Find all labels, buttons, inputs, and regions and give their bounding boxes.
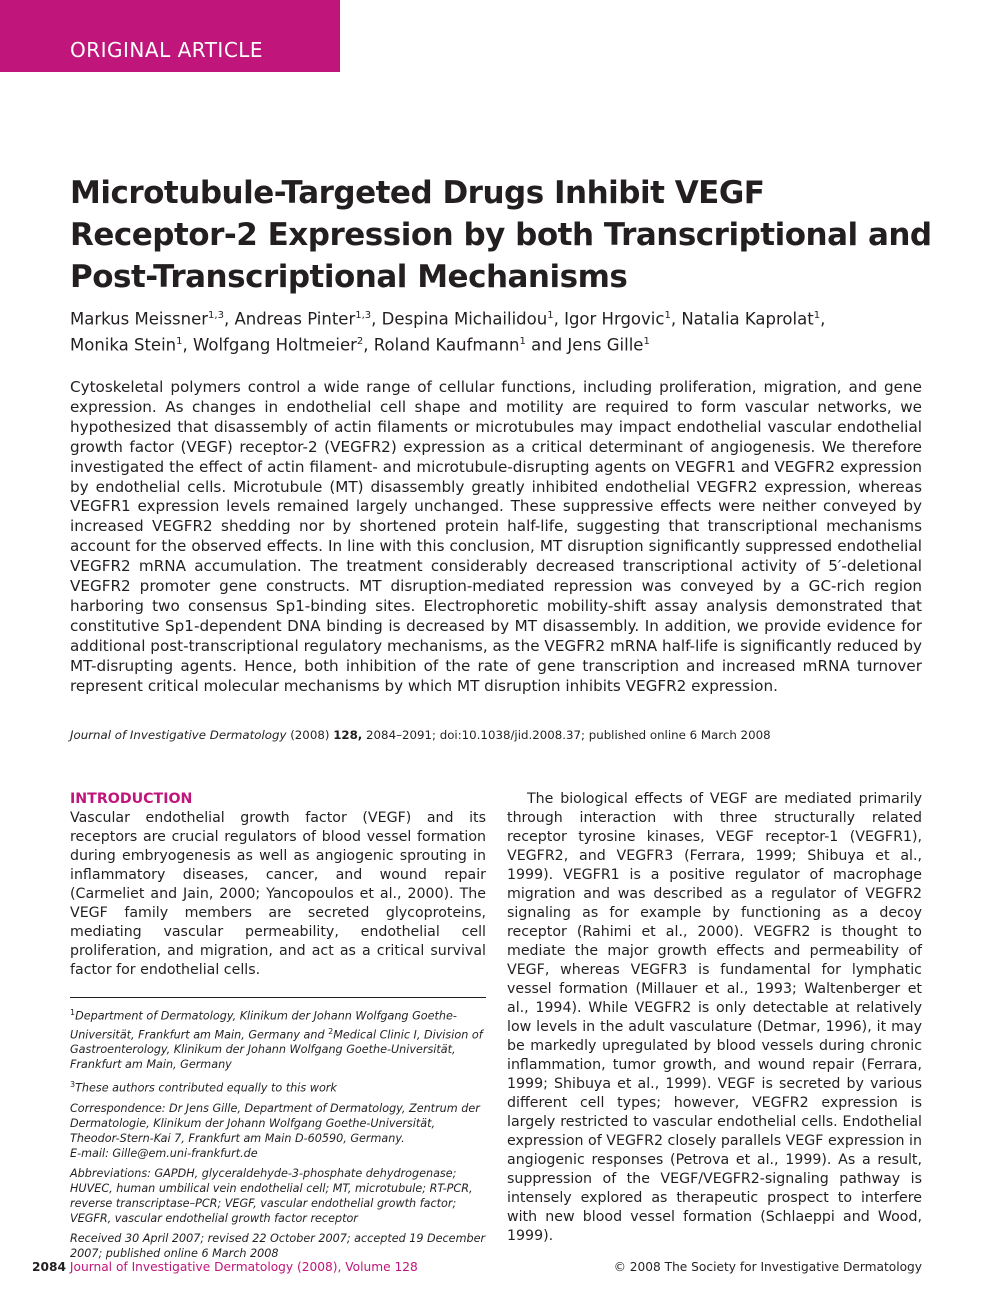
author-name[interactable]: Jens Gille	[567, 335, 644, 354]
author-affiliation-sup: 1,3	[208, 310, 224, 321]
footnote-abbreviations: Abbreviations: GAPDH, glyceraldehyde-3-phosphate dehydrogenase; HUVEC, human umbilical vein endothelial cell; MT, microtubule; RT-PCR, reverse transcriptase–PCR; VEGF, vascular endothelial growth factor; VEGFR, vascular endothelial growth factor receptor	[70, 1167, 473, 1226]
article-type-label: ORIGINAL ARTICLE	[70, 38, 264, 62]
footnote-equal-text: These authors contributed equally to this work	[75, 1082, 337, 1096]
abstract: Cytoskeletal polymers control a wide range of cellular functions, including proliferation, migration, and gene expression. As changes in endothelial cell shape and motility are required to form vascular networks, we hypothesized that disassembly of actin filaments or microtubules may impact endothelial vascular endothelial growth factor (VEGF) receptor-2 (VEGFR2) expression as a critical determinant of angiogenesis. We therefore investigated the effect of actin filament- and microtubule-disrupting agents on VEGFR1 and VEGFR2 expression by endothelial cells. Microtubule (MT) disassembly greatly inhibited endothelial VEGFR2 expression, whereas VEGFR1 expression levels remained largely unchanged. These suppressive effects were neither conveyed by increased VEGFR2 shedding nor by shortened protein half-life, suggesting that transcriptional mechanisms account for the observed effects. In line with this conclusion, MT disruption significantly suppressed endothelial VEGFR2 mRNA accumulation. The treatment considerably decreased transcriptional activity of 5′-deletional VEGFR2 promoter gene constructs. MT disruption-mediated repression was conveyed by a GC-rich region harboring two consensus Sp1-binding sites. Electrophoretic mobility-shift assay analysis demonstrated that constitutive Sp1-dependent DNA binding is decreased by MT disassembly. In addition, we provide evidence for additional post-transcriptional regulatory mechanisms, as the VEGFR2 mRNA half-life is significantly reduced by MT-disrupting agents. Hence, both inhibition of the rate of gene transcription and increased mRNA turnover represent critical molecular mechanisms by which MT disruption inhibits VEGFR2 expression.	[70, 378, 922, 695]
footer-journal: Journal of Investigative Dermatology (2008), Volume 128	[69, 1260, 418, 1274]
author-name[interactable]: Monika Stein	[70, 335, 177, 354]
author-name[interactable]: Despina Michailidou	[381, 309, 548, 329]
footnote-sup-1: 1	[70, 1008, 76, 1017]
citation-line	[70, 727, 940, 743]
author-name[interactable]: Markus Meissner	[70, 309, 209, 329]
introduction-heading: INTRODUCTION	[70, 791, 193, 807]
footnotes	[70, 1005, 486, 1261]
author-name[interactable]: Natalia Kaprolat	[681, 309, 814, 329]
footnote-email[interactable]: E-mail: Gille@em.uni-frankfurt.de	[70, 1147, 258, 1161]
author-affiliation-sup: 1	[664, 310, 671, 321]
footnote-correspondence	[70, 1101, 486, 1146]
header-blank	[340, 0, 990, 72]
left-column	[70, 790, 486, 1266]
page-number: 2084	[32, 1260, 66, 1274]
citation-journal[interactable]: Journal of Investigative Dermatology	[70, 728, 287, 742]
author-affiliation-sup: 1	[643, 335, 650, 347]
introduction-paragraph: Vascular endothelial growth factor (VEGF) and its receptors are crucial regulators of blood vessel formation during embryogenesis as well as angiogenic sprouting in inflammatory diseases, cancer, and wound repair (Carmeliet and Jain, 2000; Yancopoulos et al., 2000). The VEGF family members are secreted glycoproteins, mediating vascular permeability, endothelial cell proliferation, and migration, and act as a critical survival factor for endothelial cells.	[70, 810, 486, 978]
author-list: Markus Meissner$^{1,3}$, Andreas Pinter$^{1,3}$, Despina Michailidou$^1$, Igor Hrgovic$^1$, Natalia Kaprolat$^1$, Monika Stein$^1$, Wolfgang Holtmeier$^2$, Roland Kaufmann$^1$ and Jens Gille$^1$	[70, 309, 826, 354]
author-affiliation-sup: 2	[356, 335, 364, 347]
footnote-affiliation-1: Department of Dermatology, Klinikum der Johann Wolfgang Goethe-Universität, Frankfurt am Main, Germany and	[70, 1009, 457, 1042]
author-affiliation-sup: 1	[176, 335, 183, 347]
footnote-equal-contribution	[70, 1077, 486, 1096]
author-name[interactable]: Wolfgang Holtmeier	[193, 335, 357, 354]
footnote-affiliation-2: Medical Clinic I, Division of Gastroenterology, Klinikum der Johann Wolfgang Goethe-Universität, Frankfurt am Main, Germany	[70, 1028, 483, 1072]
footnote-sup-3: 3	[70, 1080, 76, 1090]
page-footer	[32, 1260, 922, 1274]
author-affiliation-sup: 1	[813, 310, 821, 321]
citation-year: (2008)	[286, 728, 334, 742]
footnote-received: Received 30 April 2007; revised 22 October 2007; accepted 19 December 2007; published online 6 March 2008	[70, 1232, 486, 1261]
footnote-divider	[70, 997, 486, 998]
footer-copyright: © 2008 The Society for Investigative Dermatology	[613, 1260, 922, 1274]
article-title: Microtubule-Targeted Drugs Inhibit VEGF Receptor-2 Expression by both Transcriptional and Post-Transcriptional Mechanisms	[70, 175, 932, 295]
body-paragraph: The biological effects of VEGF are mediated primarily through interaction with three structurally related receptor tyrosine kinases, VEGF receptor-1 (VEGFR1), VEGFR2, and VEGFR3 (Ferrara, 1999; Shibuya et al., 1999). VEGFR1 is a positive regulator of macrophage migration and was described as a regulator of VEGFR2 signaling as for example by functioning as a decoy receptor (Rahimi et al., 2000). VEGFR2 is thought to mediate the major growth effects and permeability of VEGF, whereas VEGFR3 is fundamental for lymphatic vessel formation (Millauer et al., 1993; Waltenberger et al., 1994). While VEGFR2 is only detectable at relatively low levels in the adult vasculature (Detmar, 1996), it may be markedly upregulated by blood vessels during chronic inflammation, tumor growth, and wound repair (Ferrara, 1999; Shibuya et al., 1999). VEGF is secreted by various different cell types; however, VEGFR2 expression is largely restricted to vascular endothelial cells. Endothelial expression of VEGFR2 closely parallels VEGF expression in angiogenic responses (Petrova et al., 1999). As a result, suppression of the VEGF/VEGFR2-signaling pathway is intensely explored as therapeutic prospect to interfere with new blood vessel formation (Schlaeppi and Wood, 1999).	[507, 791, 922, 1244]
right-column	[507, 790, 922, 1246]
citation-doi: 2084–2091; doi:10.1038/jid.2008.37; published online 6 March 2008	[362, 728, 771, 742]
author-name[interactable]: Igor Hrgovic	[564, 309, 665, 329]
citation-volume: 128,	[333, 728, 363, 742]
author-affiliation-sup: 1	[519, 335, 526, 347]
footnote-affiliations	[70, 1005, 486, 1072]
author-name[interactable]: Andreas Pinter	[234, 309, 356, 329]
author-affiliation-sup: 1	[547, 310, 554, 321]
author-name[interactable]: Roland Kaufmann	[373, 335, 520, 354]
footnote-sup-2: 2	[328, 1026, 334, 1036]
author-affiliation-sup: 1,3	[355, 310, 372, 321]
correspondence-text: Correspondence: Dr Jens Gille, Department of Dermatology, Zentrum der Dermatologie, Klinikum der Johann Wolfgang Goethe-Universität, Theodor-Stern-Kai 7, Frankfurt am Main D-60590, Germany.	[70, 1102, 480, 1146]
